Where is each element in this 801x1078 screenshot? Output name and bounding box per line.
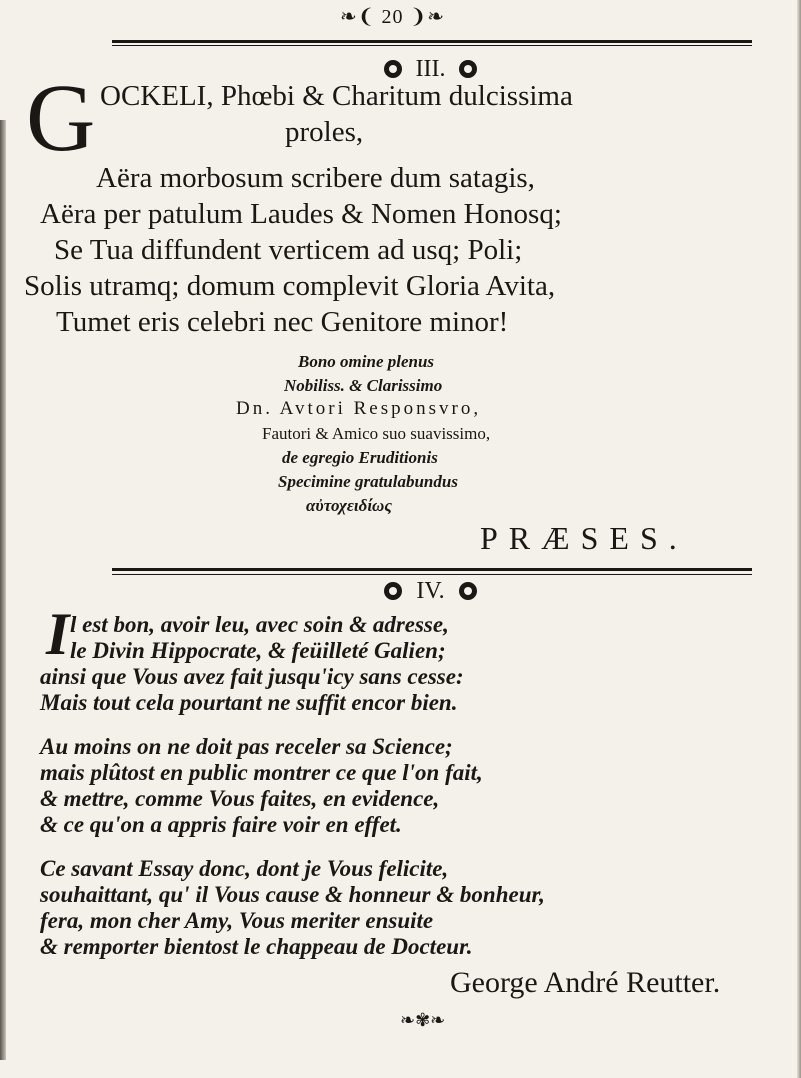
poem-line: Aëra per patulum Laudes & Nomen Honosq; [40, 198, 562, 230]
page-number: 20 [381, 6, 404, 28]
verse-line: mais plûtost en public montrer ce que l'on fait, [40, 760, 483, 785]
dedication-line: Dn. Avtori Responsvro, [236, 398, 482, 419]
ornament-icon [384, 60, 402, 78]
verse-line: ainsi que Vous avez fait jusqu'icy sans cesse: [40, 664, 464, 689]
poem-line: Se Tua diffundent verticem ad usq; Poli; [54, 234, 523, 266]
verse-line: Ce savant Essay donc, dont je Vous felicite, [40, 856, 449, 881]
section-number: III. [415, 56, 446, 82]
section-heading-3 [0, 56, 801, 83]
ornament-icon [459, 582, 477, 600]
dedication-line: de egregio Eruditionis [282, 448, 438, 467]
drop-initial: I [46, 601, 70, 667]
header-rule-thin [112, 45, 752, 46]
verse-line: Au moins on ne doit pas receler sa Science; [40, 734, 453, 759]
section-heading-4 [0, 578, 801, 605]
dedication-line: αὐτοχειδίως [306, 496, 392, 515]
poem-line: Solis utramq; domum complevit Gloria Avita, [24, 270, 556, 302]
verse-line: souhaittant, qu' il Vous cause & honneur & bonheur, [40, 882, 545, 907]
header-rule [112, 40, 752, 43]
running-head [340, 4, 445, 29]
signature-reutter: George André Reutter. [450, 966, 721, 999]
ornament-left: ❧❨ [340, 6, 382, 28]
poem-line: Tumet eris celebri nec Genitore minor! [56, 306, 509, 338]
dedication-line: Nobiliss. & Clarissimo [284, 376, 443, 395]
ornament-right: ❩❧ [403, 6, 446, 28]
dedication-line: Bono omine plenus [298, 352, 435, 371]
poem-line: Aëra morbosum scribere dum satagis, [96, 162, 535, 194]
page-edge-right [797, 0, 801, 1078]
verse-line: fera, mon cher Amy, Vous meriter ensuite [40, 908, 434, 933]
verse-line: & ce qu'on a appris faire voir en effet. [40, 812, 402, 837]
section-rule-thin [112, 574, 752, 575]
dedication-line: Specimine gratulabundus [278, 472, 458, 491]
verse-line: & mettre, comme Vous faites, en evidence, [40, 786, 440, 811]
ornament-icon [459, 60, 477, 78]
verse-line: Mais tout cela pourtant ne suffit encor bien. [40, 690, 458, 715]
drop-initial: G [26, 64, 96, 171]
verse-line: l est bon, avoir leu, avec soin & adresse, [70, 612, 449, 637]
poem-line: proles, [285, 116, 364, 148]
signature-praeses: PRÆSES. [480, 520, 688, 556]
verse-line: & remporter bientost le chappeau de Docteur. [40, 934, 473, 959]
dedication-line: Fautori & Amico suo suavissimo, [262, 424, 491, 443]
ornament-icon [384, 582, 402, 600]
poem-line: OCKELI, Phœbi & Charitum dulcissima [100, 80, 573, 112]
section-rule [112, 568, 752, 571]
section-number: IV. [416, 578, 445, 604]
tailpiece-ornament-icon: ❧✾❧ [400, 1010, 446, 1030]
verse-line: le Divin Hippocrate, & feüilleté Galien; [70, 638, 446, 663]
